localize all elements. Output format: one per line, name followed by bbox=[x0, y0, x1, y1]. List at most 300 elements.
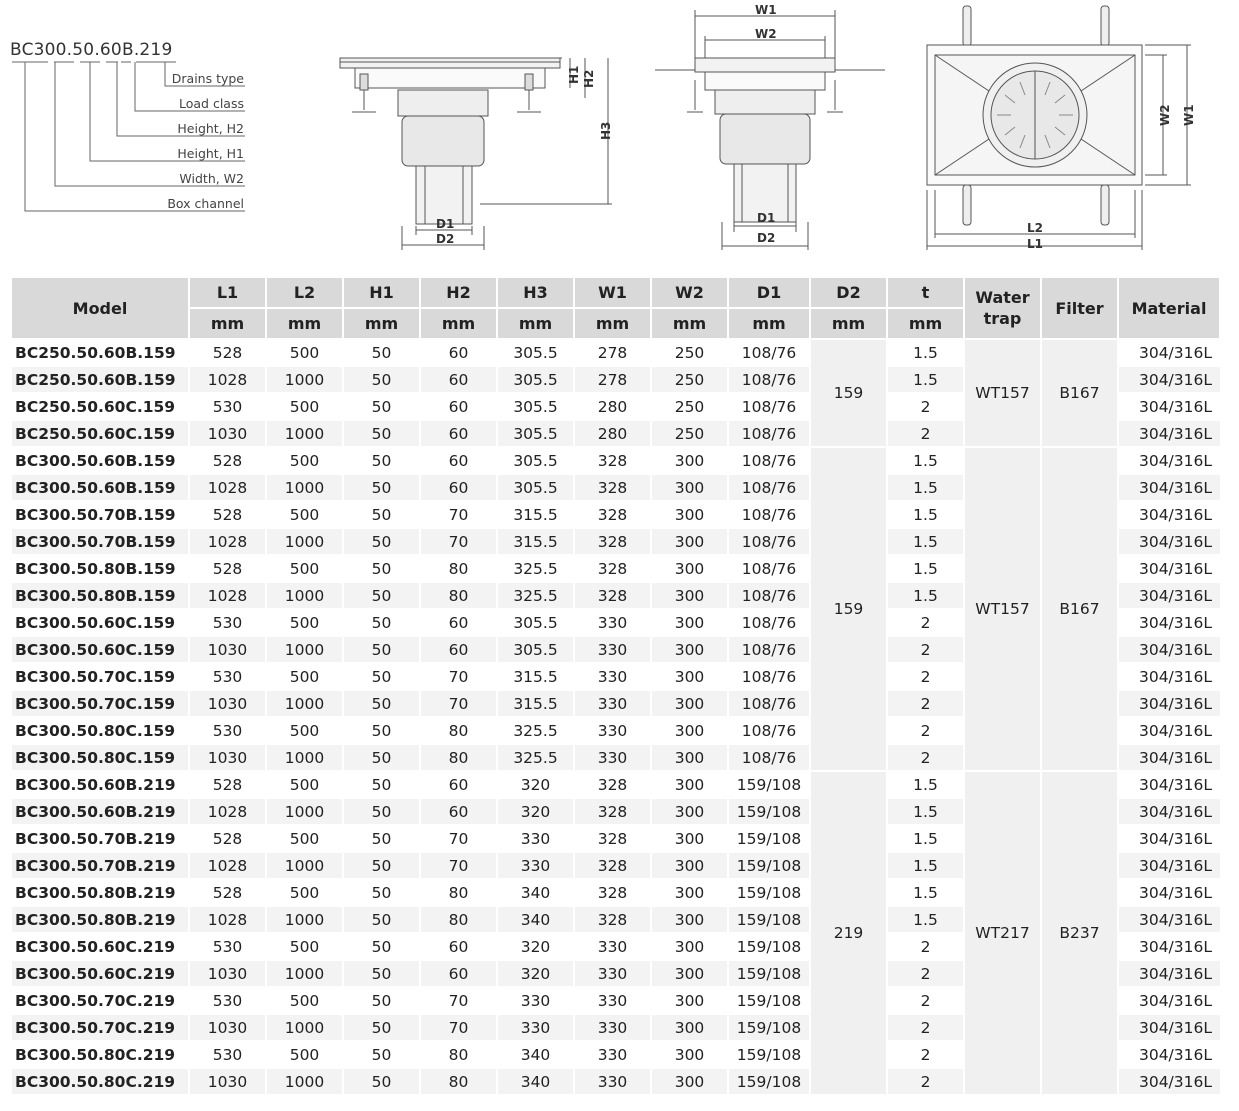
cell-w2: 300 bbox=[651, 501, 728, 528]
cell-h2: 60 bbox=[420, 474, 497, 501]
cell-h3: 325.5 bbox=[497, 555, 574, 582]
cell-l2: 500 bbox=[266, 663, 343, 690]
header-w2: W2 bbox=[651, 277, 728, 308]
cell-l1: 528 bbox=[189, 771, 266, 798]
cell-h1: 50 bbox=[343, 393, 420, 420]
cell-t: 2 bbox=[887, 987, 964, 1014]
side-h1-label: H1 bbox=[567, 65, 581, 84]
cell-h3: 305.5 bbox=[497, 447, 574, 474]
cell-t: 1.5 bbox=[887, 798, 964, 825]
header-water-trap: Water trap bbox=[964, 277, 1041, 339]
cell-w2: 300 bbox=[651, 852, 728, 879]
cell-h2: 80 bbox=[420, 555, 497, 582]
cell-l1: 1030 bbox=[189, 744, 266, 771]
cell-w2: 250 bbox=[651, 366, 728, 393]
cell-t: 1.5 bbox=[887, 906, 964, 933]
cell-material: 304/316L bbox=[1118, 906, 1220, 933]
cell-l1: 528 bbox=[189, 501, 266, 528]
cell-d1: 108/76 bbox=[728, 636, 810, 663]
legend-load-class: Load class bbox=[179, 96, 244, 111]
cell-w1: 328 bbox=[574, 501, 651, 528]
cell-filter-group: B167 bbox=[1041, 447, 1118, 771]
cell-w1: 280 bbox=[574, 420, 651, 447]
cell-w2: 300 bbox=[651, 663, 728, 690]
cell-t: 2 bbox=[887, 636, 964, 663]
cell-material: 304/316L bbox=[1118, 933, 1220, 960]
cell-t: 2 bbox=[887, 609, 964, 636]
cell-t: 2 bbox=[887, 690, 964, 717]
cell-h3: 305.5 bbox=[497, 636, 574, 663]
cell-h2: 60 bbox=[420, 609, 497, 636]
cell-l1: 530 bbox=[189, 393, 266, 420]
header-material: Material bbox=[1118, 277, 1220, 339]
cell-l2: 500 bbox=[266, 987, 343, 1014]
cell-h2: 80 bbox=[420, 1041, 497, 1068]
unit-h2: mm bbox=[420, 308, 497, 339]
cell-h1: 50 bbox=[343, 798, 420, 825]
cell-w1: 328 bbox=[574, 906, 651, 933]
cell-w1: 330 bbox=[574, 960, 651, 987]
cell-l1: 530 bbox=[189, 663, 266, 690]
cell-w1: 328 bbox=[574, 852, 651, 879]
cell-model: BC250.50.60C.159 bbox=[11, 420, 189, 447]
cell-h1: 50 bbox=[343, 879, 420, 906]
cell-h2: 60 bbox=[420, 339, 497, 366]
cell-h3: 315.5 bbox=[497, 528, 574, 555]
cell-h1: 50 bbox=[343, 960, 420, 987]
cell-l2: 500 bbox=[266, 879, 343, 906]
header-t: t bbox=[887, 277, 964, 308]
cell-w1: 330 bbox=[574, 690, 651, 717]
cell-d1: 159/108 bbox=[728, 798, 810, 825]
cell-l1: 530 bbox=[189, 1041, 266, 1068]
cell-h1: 50 bbox=[343, 339, 420, 366]
cell-l2: 1000 bbox=[266, 906, 343, 933]
technical-drawings bbox=[0, 0, 1239, 270]
cell-h3: 305.5 bbox=[497, 474, 574, 501]
header-model: Model bbox=[11, 277, 189, 339]
header-l1: L1 bbox=[189, 277, 266, 308]
cell-model: BC300.50.80C.159 bbox=[11, 717, 189, 744]
cell-h2: 70 bbox=[420, 690, 497, 717]
cell-w2: 300 bbox=[651, 771, 728, 798]
cell-l2: 500 bbox=[266, 555, 343, 582]
cell-h1: 50 bbox=[343, 690, 420, 717]
specification-table-body bbox=[11, 339, 1220, 1095]
cell-material: 304/316L bbox=[1118, 609, 1220, 636]
cell-l1: 1028 bbox=[189, 906, 266, 933]
cell-w2: 300 bbox=[651, 555, 728, 582]
cell-w2: 300 bbox=[651, 636, 728, 663]
cell-d1: 108/76 bbox=[728, 555, 810, 582]
cell-w2: 300 bbox=[651, 798, 728, 825]
cell-material: 304/316L bbox=[1118, 528, 1220, 555]
side-d2-label: D2 bbox=[436, 232, 455, 246]
cell-t: 2 bbox=[887, 420, 964, 447]
unit-t: mm bbox=[887, 308, 964, 339]
cell-model: BC300.50.70B.159 bbox=[11, 528, 189, 555]
header-d2: D2 bbox=[810, 277, 887, 308]
cell-l2: 1000 bbox=[266, 636, 343, 663]
cell-model: BC250.50.60B.159 bbox=[11, 366, 189, 393]
cell-h2: 60 bbox=[420, 933, 497, 960]
cell-d1: 108/76 bbox=[728, 474, 810, 501]
cell-h1: 50 bbox=[343, 528, 420, 555]
specification-table bbox=[10, 276, 1221, 1096]
cell-l1: 528 bbox=[189, 555, 266, 582]
cell-l2: 500 bbox=[266, 339, 343, 366]
cell-h3: 340 bbox=[497, 879, 574, 906]
cell-h1: 50 bbox=[343, 852, 420, 879]
cell-t: 1.5 bbox=[887, 582, 964, 609]
cell-h2: 60 bbox=[420, 420, 497, 447]
cell-w1: 278 bbox=[574, 339, 651, 366]
cell-w1: 280 bbox=[574, 393, 651, 420]
cell-h1: 50 bbox=[343, 447, 420, 474]
cell-w1: 330 bbox=[574, 636, 651, 663]
cell-h3: 325.5 bbox=[497, 744, 574, 771]
cell-h1: 50 bbox=[343, 1068, 420, 1095]
cell-model: BC300.50.80B.219 bbox=[11, 879, 189, 906]
cell-material: 304/316L bbox=[1118, 501, 1220, 528]
cell-d2-group: 159 bbox=[810, 447, 887, 771]
cell-w2: 300 bbox=[651, 690, 728, 717]
cell-w1: 330 bbox=[574, 987, 651, 1014]
cell-d1: 108/76 bbox=[728, 663, 810, 690]
cell-l2: 500 bbox=[266, 1041, 343, 1068]
cell-d1: 108/76 bbox=[728, 447, 810, 474]
cell-material: 304/316L bbox=[1118, 987, 1220, 1014]
cell-h2: 60 bbox=[420, 447, 497, 474]
cell-l1: 1028 bbox=[189, 582, 266, 609]
table-row bbox=[11, 447, 1220, 474]
cell-h1: 50 bbox=[343, 744, 420, 771]
cell-l2: 1000 bbox=[266, 1014, 343, 1041]
cell-l2: 1000 bbox=[266, 744, 343, 771]
cell-l2: 500 bbox=[266, 447, 343, 474]
cell-h3: 315.5 bbox=[497, 501, 574, 528]
unit-w2: mm bbox=[651, 308, 728, 339]
cell-h1: 50 bbox=[343, 1014, 420, 1041]
cell-l2: 1000 bbox=[266, 960, 343, 987]
cell-d2-group: 159 bbox=[810, 339, 887, 447]
cell-material: 304/316L bbox=[1118, 663, 1220, 690]
cell-w1: 330 bbox=[574, 1014, 651, 1041]
cell-material: 304/316L bbox=[1118, 1041, 1220, 1068]
cell-h1: 50 bbox=[343, 933, 420, 960]
cell-l2: 500 bbox=[266, 771, 343, 798]
cell-d1: 108/76 bbox=[728, 717, 810, 744]
top-w2-label: W2 bbox=[1158, 104, 1172, 126]
cell-material: 304/316L bbox=[1118, 582, 1220, 609]
cell-model: BC300.50.80B.159 bbox=[11, 582, 189, 609]
cell-w1: 330 bbox=[574, 1068, 651, 1095]
cell-l2: 1000 bbox=[266, 420, 343, 447]
cell-h2: 60 bbox=[420, 366, 497, 393]
cell-l2: 500 bbox=[266, 393, 343, 420]
cell-w2: 300 bbox=[651, 1014, 728, 1041]
cell-t: 1.5 bbox=[887, 366, 964, 393]
cell-l2: 1000 bbox=[266, 798, 343, 825]
legend-height-h2: Height, H2 bbox=[177, 121, 244, 136]
cell-l1: 528 bbox=[189, 447, 266, 474]
cell-h3: 320 bbox=[497, 798, 574, 825]
unit-d1: mm bbox=[728, 308, 810, 339]
cell-t: 2 bbox=[887, 1014, 964, 1041]
cell-material: 304/316L bbox=[1118, 744, 1220, 771]
top-l2-label: L2 bbox=[1027, 221, 1043, 235]
cell-material: 304/316L bbox=[1118, 771, 1220, 798]
cell-h3: 330 bbox=[497, 987, 574, 1014]
cell-w1: 328 bbox=[574, 582, 651, 609]
cell-w2: 300 bbox=[651, 906, 728, 933]
header-l2: L2 bbox=[266, 277, 343, 308]
table-row bbox=[11, 339, 1220, 366]
cell-h3: 305.5 bbox=[497, 366, 574, 393]
unit-l2: mm bbox=[266, 308, 343, 339]
cell-l2: 500 bbox=[266, 825, 343, 852]
cell-h1: 50 bbox=[343, 906, 420, 933]
cell-h1: 50 bbox=[343, 663, 420, 690]
cell-material: 304/316L bbox=[1118, 690, 1220, 717]
cell-l1: 530 bbox=[189, 933, 266, 960]
model-code-legend bbox=[0, 0, 260, 220]
cell-l1: 530 bbox=[189, 987, 266, 1014]
cell-h2: 80 bbox=[420, 717, 497, 744]
cell-w2: 250 bbox=[651, 420, 728, 447]
cell-model: BC300.50.60C.159 bbox=[11, 636, 189, 663]
cell-l1: 1030 bbox=[189, 1068, 266, 1095]
header-h3: H3 bbox=[497, 277, 574, 308]
cell-h3: 340 bbox=[497, 906, 574, 933]
header-h2: H2 bbox=[420, 277, 497, 308]
cell-h3: 305.5 bbox=[497, 420, 574, 447]
cell-h1: 50 bbox=[343, 582, 420, 609]
cell-d1: 108/76 bbox=[728, 609, 810, 636]
cell-w2: 300 bbox=[651, 1068, 728, 1095]
cell-l1: 530 bbox=[189, 717, 266, 744]
cell-water-trap-group: WT157 bbox=[964, 339, 1041, 447]
cell-l2: 1000 bbox=[266, 690, 343, 717]
cell-model: BC300.50.60B.219 bbox=[11, 798, 189, 825]
cell-h3: 330 bbox=[497, 825, 574, 852]
cell-h2: 70 bbox=[420, 825, 497, 852]
cell-material: 304/316L bbox=[1118, 339, 1220, 366]
unit-d2: mm bbox=[810, 308, 887, 339]
cell-model: BC300.50.80B.159 bbox=[11, 555, 189, 582]
cell-t: 1.5 bbox=[887, 474, 964, 501]
cell-h1: 50 bbox=[343, 555, 420, 582]
cell-l2: 500 bbox=[266, 933, 343, 960]
cell-h2: 70 bbox=[420, 501, 497, 528]
cell-model: BC300.50.70B.219 bbox=[11, 825, 189, 852]
cell-h1: 50 bbox=[343, 636, 420, 663]
cell-d1: 159/108 bbox=[728, 1068, 810, 1095]
cell-w1: 328 bbox=[574, 528, 651, 555]
cell-w1: 328 bbox=[574, 555, 651, 582]
cell-h1: 50 bbox=[343, 771, 420, 798]
cell-material: 304/316L bbox=[1118, 474, 1220, 501]
cell-h3: 340 bbox=[497, 1068, 574, 1095]
cell-d1: 159/108 bbox=[728, 852, 810, 879]
cell-t: 2 bbox=[887, 933, 964, 960]
header-h1: H1 bbox=[343, 277, 420, 308]
cell-filter-group: B167 bbox=[1041, 339, 1118, 447]
side-d1-label: D1 bbox=[436, 217, 455, 231]
cell-material: 304/316L bbox=[1118, 825, 1220, 852]
cell-l2: 1000 bbox=[266, 582, 343, 609]
cell-l2: 1000 bbox=[266, 366, 343, 393]
unit-l1: mm bbox=[189, 308, 266, 339]
cell-l1: 1028 bbox=[189, 366, 266, 393]
cell-h3: 305.5 bbox=[497, 609, 574, 636]
cell-h2: 80 bbox=[420, 582, 497, 609]
cell-h3: 330 bbox=[497, 1014, 574, 1041]
cell-d1: 108/76 bbox=[728, 366, 810, 393]
cell-h2: 60 bbox=[420, 798, 497, 825]
cell-w1: 330 bbox=[574, 933, 651, 960]
unit-w1: mm bbox=[574, 308, 651, 339]
cell-l2: 500 bbox=[266, 609, 343, 636]
cell-model: BC300.50.70C.159 bbox=[11, 690, 189, 717]
side-h2-label: H2 bbox=[582, 69, 596, 88]
cell-material: 304/316L bbox=[1118, 717, 1220, 744]
cell-l1: 1030 bbox=[189, 960, 266, 987]
cell-t: 1.5 bbox=[887, 771, 964, 798]
cell-t: 1.5 bbox=[887, 852, 964, 879]
cell-t: 1.5 bbox=[887, 528, 964, 555]
cell-d1: 159/108 bbox=[728, 825, 810, 852]
cell-w2: 300 bbox=[651, 528, 728, 555]
front-d2-label: D2 bbox=[757, 231, 776, 245]
cell-w1: 328 bbox=[574, 798, 651, 825]
cell-l1: 530 bbox=[189, 609, 266, 636]
cell-w2: 300 bbox=[651, 717, 728, 744]
cell-d2-group: 219 bbox=[810, 771, 887, 1095]
cell-w1: 328 bbox=[574, 447, 651, 474]
cell-model: BC300.50.70B.159 bbox=[11, 501, 189, 528]
cell-w1: 330 bbox=[574, 663, 651, 690]
cell-model: BC300.50.60B.159 bbox=[11, 474, 189, 501]
cell-material: 304/316L bbox=[1118, 555, 1220, 582]
cell-h2: 80 bbox=[420, 744, 497, 771]
cell-w2: 300 bbox=[651, 447, 728, 474]
cell-w1: 328 bbox=[574, 825, 651, 852]
cell-model: BC300.50.60C.159 bbox=[11, 609, 189, 636]
cell-h1: 50 bbox=[343, 825, 420, 852]
cell-l1: 528 bbox=[189, 339, 266, 366]
cell-d1: 159/108 bbox=[728, 1041, 810, 1068]
cell-w2: 300 bbox=[651, 933, 728, 960]
cell-d1: 108/76 bbox=[728, 501, 810, 528]
cell-h1: 50 bbox=[343, 420, 420, 447]
cell-h3: 315.5 bbox=[497, 690, 574, 717]
cell-d1: 159/108 bbox=[728, 987, 810, 1014]
cell-model: BC300.50.80C.219 bbox=[11, 1041, 189, 1068]
front-w2-label: W2 bbox=[755, 27, 777, 41]
cell-h1: 50 bbox=[343, 474, 420, 501]
cell-filter-group: B237 bbox=[1041, 771, 1118, 1095]
cell-h3: 330 bbox=[497, 852, 574, 879]
cell-t: 1.5 bbox=[887, 879, 964, 906]
header-d1: D1 bbox=[728, 277, 810, 308]
cell-w2: 300 bbox=[651, 987, 728, 1014]
cell-h3: 320 bbox=[497, 933, 574, 960]
cell-w1: 330 bbox=[574, 609, 651, 636]
cell-w1: 328 bbox=[574, 474, 651, 501]
cell-model: BC300.50.80C.159 bbox=[11, 744, 189, 771]
cell-l2: 1000 bbox=[266, 474, 343, 501]
cell-h2: 70 bbox=[420, 1014, 497, 1041]
front-w1-label: W1 bbox=[755, 3, 777, 17]
cell-d1: 159/108 bbox=[728, 960, 810, 987]
cell-material: 304/316L bbox=[1118, 798, 1220, 825]
cell-w2: 250 bbox=[651, 339, 728, 366]
cell-w2: 300 bbox=[651, 879, 728, 906]
cell-h2: 70 bbox=[420, 663, 497, 690]
cell-material: 304/316L bbox=[1118, 852, 1220, 879]
cell-t: 2 bbox=[887, 1068, 964, 1095]
cell-w2: 300 bbox=[651, 825, 728, 852]
cell-model: BC300.50.80B.219 bbox=[11, 906, 189, 933]
cell-h3: 305.5 bbox=[497, 393, 574, 420]
cell-d1: 159/108 bbox=[728, 879, 810, 906]
legend-box-channel: Box channel bbox=[167, 196, 244, 211]
side-h3-label: H3 bbox=[599, 121, 613, 140]
cell-w2: 300 bbox=[651, 1041, 728, 1068]
legend-drains-type: Drains type bbox=[171, 71, 244, 86]
cell-material: 304/316L bbox=[1118, 366, 1220, 393]
cell-h2: 80 bbox=[420, 879, 497, 906]
cell-h2: 80 bbox=[420, 1068, 497, 1095]
cell-w2: 300 bbox=[651, 474, 728, 501]
cell-model: BC300.50.80C.219 bbox=[11, 1068, 189, 1095]
cell-d1: 159/108 bbox=[728, 906, 810, 933]
cell-d1: 108/76 bbox=[728, 393, 810, 420]
cell-water-trap-group: WT157 bbox=[964, 447, 1041, 771]
unit-h1: mm bbox=[343, 308, 420, 339]
legend-width-w2: Width, W2 bbox=[179, 171, 244, 186]
cell-d1: 108/76 bbox=[728, 339, 810, 366]
cell-t: 1.5 bbox=[887, 501, 964, 528]
cell-t: 1.5 bbox=[887, 555, 964, 582]
cell-d1: 108/76 bbox=[728, 690, 810, 717]
cell-t: 1.5 bbox=[887, 447, 964, 474]
cell-w1: 278 bbox=[574, 366, 651, 393]
cell-h3: 315.5 bbox=[497, 663, 574, 690]
cell-l2: 1000 bbox=[266, 1068, 343, 1095]
cell-h2: 80 bbox=[420, 906, 497, 933]
cell-material: 304/316L bbox=[1118, 960, 1220, 987]
table-row bbox=[11, 771, 1220, 798]
cell-d1: 159/108 bbox=[728, 771, 810, 798]
cell-h1: 50 bbox=[343, 501, 420, 528]
cell-l1: 528 bbox=[189, 825, 266, 852]
unit-h3: mm bbox=[497, 308, 574, 339]
cell-w2: 300 bbox=[651, 609, 728, 636]
cell-t: 2 bbox=[887, 960, 964, 987]
cell-model: BC300.50.70C.219 bbox=[11, 1014, 189, 1041]
cell-l1: 1030 bbox=[189, 1014, 266, 1041]
cell-material: 304/316L bbox=[1118, 636, 1220, 663]
cell-material: 304/316L bbox=[1118, 1068, 1220, 1095]
cell-water-trap-group: WT217 bbox=[964, 771, 1041, 1095]
cell-d1: 108/76 bbox=[728, 420, 810, 447]
cell-model: BC300.50.60C.219 bbox=[11, 960, 189, 987]
cell-w1: 330 bbox=[574, 744, 651, 771]
cell-h2: 60 bbox=[420, 771, 497, 798]
cell-h1: 50 bbox=[343, 1041, 420, 1068]
